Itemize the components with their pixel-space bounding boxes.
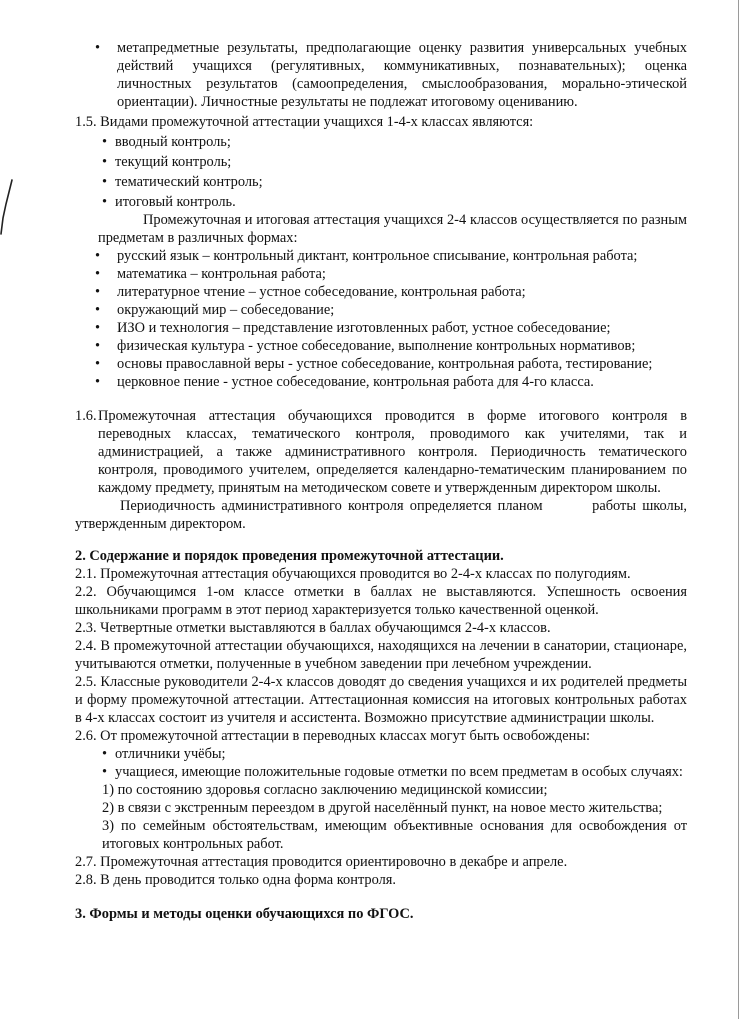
periodicity-line: Периодичность административного контроля определяется планом работы школы, [120,498,687,514]
case-item: 2) в связи с экстренным переездом в другой населённый пункт, на новое место жительства; [102,800,663,816]
case-item: 3) по семейным обстоятельствам, имеющим объективные основания для освобождения от итоговых контрольных работ. [102,818,687,852]
section-1-6 [75,407,687,497]
list-item: • окружающий мир – собеседование; [75,301,687,319]
periodicity-line-end: утвержденным директором. [75,516,246,532]
paragraph-2-6: 2.6. От промежуточной аттестации в переводных классах могут быть освобождены: [75,728,590,744]
paragraph-2-7: 2.7. Промежуточная аттестация проводится ориентировочно в декабре и апреле. [75,854,568,870]
list-item: • основы православной веры - устное собеседование, контрольная работа, тестирование; [75,355,687,373]
paragraph-2-4: 2.4. В промежуточной аттестации обучающихся, находящихся на лечении в санатории, стационаре, учитываются отметки, полученные в учебном заведении при лечебном учреждении. [75,638,687,672]
list-item: • учащиеся, имеющие положительные годовые отметки по всем предметам в особых случаях: [75,763,687,781]
list-item: • тематический контроль; [75,173,687,191]
list-item: • метапредметные результаты, предполагающие оценку развития универсальных учебных действий учащихся (регулятивных, коммуникативных, познавательных); оценка личностных результатов (самоопределения, смыслообразования, морально-этической ориентации). Личностные результаты не подлежат итоговому оцениванию. [75,39,687,111]
list-item: • текущий контроль; [75,153,687,171]
paragraph-2-1: 2.1. Промежуточная аттестация обучающихся проводится во 2-4-х классах по полугодиям. [75,566,631,582]
list-item: • русский язык – контрольный диктант, контрольное списывание, контрольная работа; [75,247,687,265]
paragraph-2-3: 2.3. Четвертные отметки выставляются в баллах обучающимся 2-4-х классов. [75,620,551,636]
list-item: • литературное чтение – устное собеседование, контрольная работа; [75,283,687,301]
forms-intro: Промежуточная и итоговая аттестация учащихся 2-4 классов осуществляется по разным предметам в различных формах: [98,212,687,246]
paragraph-2-2: 2.2. Обучающимся 1-ом классе отметки в баллах не выставляются. Успешность освоения школьниками программ в этот период характеризуется только качественной оценкой. [75,584,687,618]
section-number: 1.6. [75,408,97,424]
section-1-6-text: Промежуточная аттестация обучающихся проводится в форме итогового контроля в переводных классах, тематического контроля, проводимого как учителями, так и администрацией, а также административного контроля. Периодичность тематического контроля, проводимого учителем, определяется календарно-тематическим планированием по каждому предмету, принятым на методическом совете и утвержденным директором школы. [98,408,687,496]
attestation-types-list [75,133,687,211]
list-item: • физическая культура - устное собеседование, выполнение контрольных нормативов; [75,337,687,355]
document-body [75,39,687,923]
case-item: 1) по состоянию здоровья согласно заключению медицинской комиссии; [102,782,548,798]
paragraph-2-5: 2.5. Классные руководители 2-4-х классов доводят до сведения учащихся и их родителей предметы и форму промежуточной аттестации. Аттестационная комиссия на итоговых контрольных работах в 4-х классах состоит из учителя и ассистента. Возможно присутствие администрации школы. [75,674,687,726]
section-2-title: 2. Содержание и порядок проведения промежуточной аттестации. [75,548,504,564]
list-item: • отличники учёбы; [75,745,687,763]
list-item: • церковное пение - устное собеседование, контрольная работа для 4-го класса. [75,373,687,391]
paragraph-2-8: 2.8. В день проводится только одна форма контроля. [75,872,397,888]
scan-edge-line [738,0,739,1019]
list-item: • ИЗО и технология – представление изготовленных работ, устное собеседование; [75,319,687,337]
list-item: • вводный контроль; [75,133,687,151]
subject-forms-list [75,247,687,391]
list-item: • математика – контрольная работа; [75,265,687,283]
pen-mark-icon [0,178,14,238]
intro-bullet-list [75,39,687,111]
section-3-title: 3. Формы и методы оценки обучающихся по ФГОС. [75,906,414,922]
exemption-list [75,745,687,781]
section-1-5-heading: 1.5. Видами промежуточной аттестации учащихся 1-4-х классах являются: [75,114,534,130]
list-item: • итоговый контроль. [75,193,687,211]
